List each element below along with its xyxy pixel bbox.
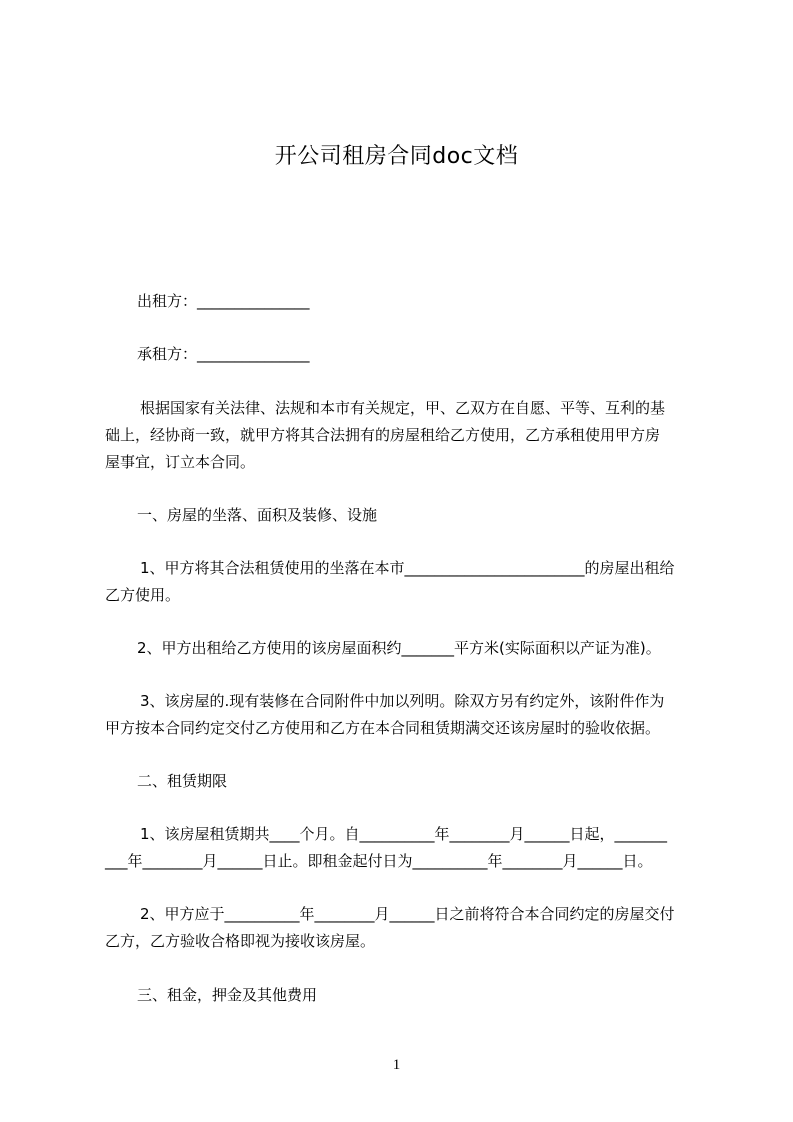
lessee-line: 承租方：_______________	[137, 345, 310, 363]
document-title: 开公司租房合同doc文档	[274, 144, 519, 169]
page-number: 1	[392, 1057, 401, 1073]
section-3-heading: 三、租金，押金及其他费用	[137, 986, 318, 1004]
intro-line-1: 根据国家有关法律、法规和本市有关规定，甲、乙双方在自愿、平等、互利的基	[140, 399, 666, 417]
section-2-item-2-line-1: 2、甲方应于__________年________月______日之前将符合本合同约定的房屋交付	[140, 905, 675, 923]
lessor-line: 出租方：_______________	[137, 292, 310, 310]
intro-line-2: 础上，经协商一致，就甲方将其合法拥有的房屋租给乙方使用，乙方承租使用甲方房	[105, 426, 661, 444]
section-1-item-3-line-2: 甲方按本合同约定交付乙方使用和乙方在本合同租赁期满交还该房屋时的验收依据。	[105, 719, 661, 737]
section-1-item-2-line-1: 2、甲方出租给乙方使用的该房屋面积约_______平方米(实际面积以产证为准)。	[137, 639, 661, 657]
section-2-item-1-line-1: 1、该房屋租赁期共____个月。自__________年________月______日起，_______	[140, 825, 668, 843]
section-1-item-1-line-2: 乙方使用。	[105, 586, 181, 604]
intro-line-3: 屋事宜，订立本合同。	[105, 453, 256, 471]
section-2-heading: 二、租赁期限	[137, 772, 228, 790]
section-1-heading: 一、房屋的坐落、面积及装修、设施	[137, 506, 378, 524]
section-2-item-1-line-2: ___年________月______日止。即租金起付日为__________年________月______日。	[105, 852, 653, 870]
section-1-item-3-line-1: 3、该房屋的.现有装修在合同附件中加以列明。除双方另有约定外，该附件作为	[140, 692, 665, 710]
section-1-item-1-line-1: 1、甲方将其合法租赁使用的坐落在本市________________________的房屋出租给	[140, 559, 675, 577]
section-2-item-2-line-2: 乙方，乙方验收合格即视为接收该房屋。	[105, 932, 376, 950]
